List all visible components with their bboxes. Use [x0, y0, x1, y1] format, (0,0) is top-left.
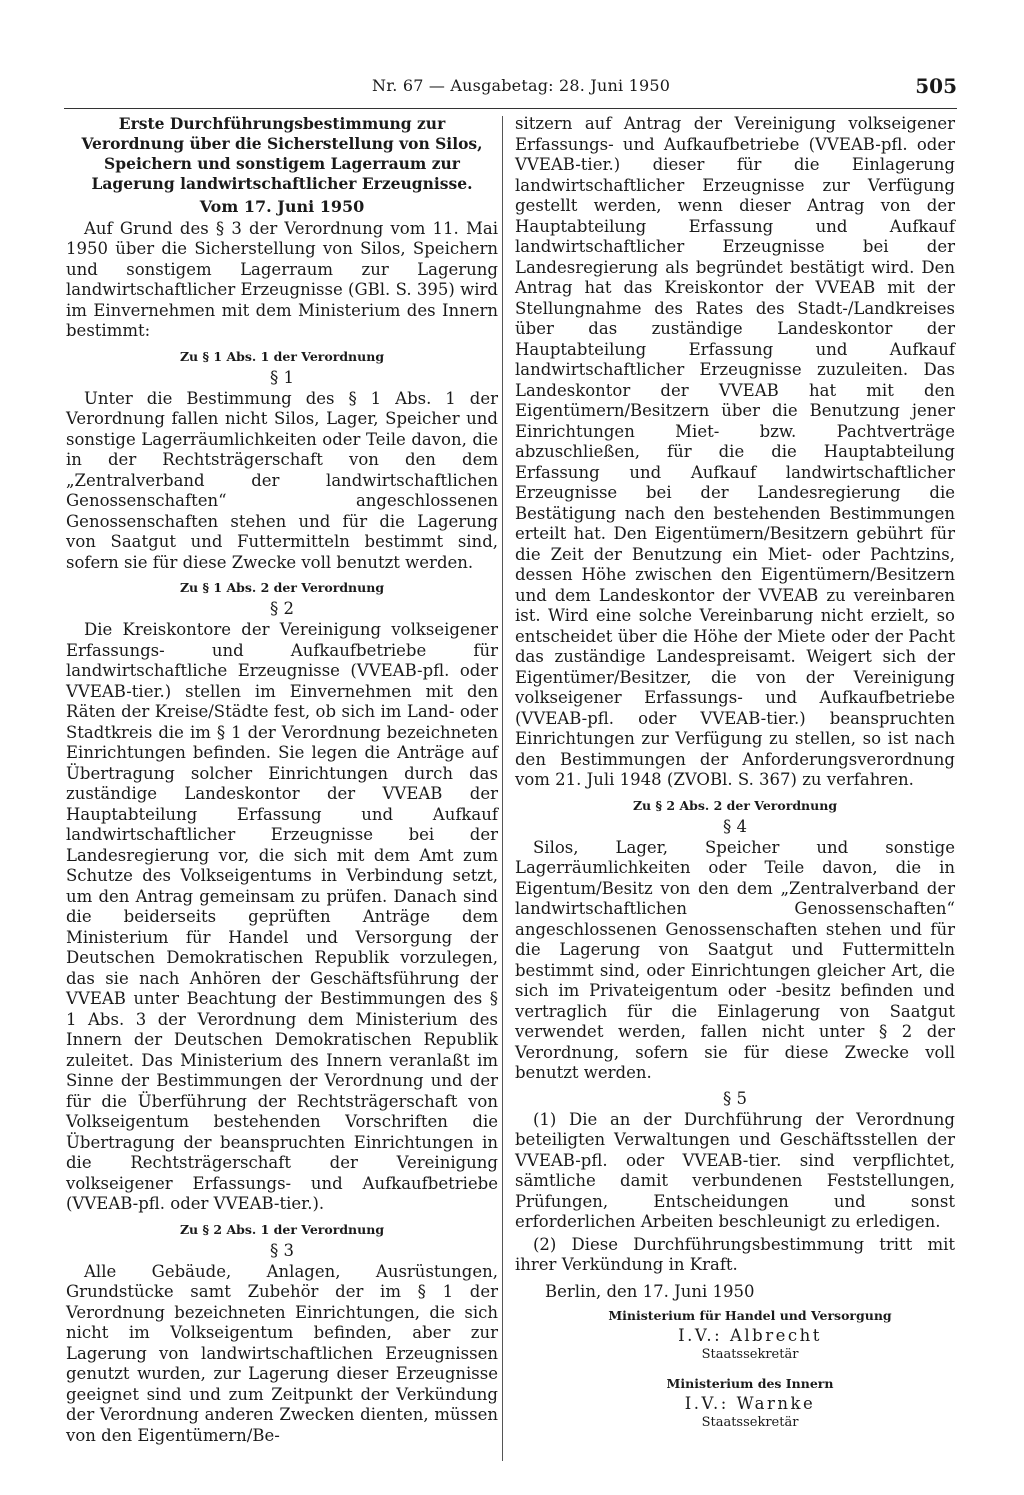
section-heading-2: Zu § 1 Abs. 2 der Verordnung	[179, 580, 385, 595]
document-date: Vom 17. Juni 1950	[199, 197, 365, 216]
paragraph-1-text: Unter die Bestimmung des § 1 Abs. 1 der Verordnung fallen nicht Silos, Lager, Speicher und sonstige Lagerräumlichkeiten oder Teile davon, die in der Rechtsträgerschaft von den dem „Zentralverband der landwirtschaftlichen Genossenschaften“ angeschlossenen Genossenschaften stehen und für die Lagerung von Saatgut und Futtermitteln bestimmt sind, sofern sie für diese Zwecke voll benutzt werden.	[66, 388, 498, 572]
signature-2-ministry: Ministerium des Innern	[666, 1376, 834, 1391]
page-header	[372, 74, 957, 100]
signature-2-role: Staatssekretär	[701, 1415, 799, 1430]
paragraph-3-text: Alle Gebäude, Anlagen, Ausrüstungen, Grundstücke samt Zubehör der im § 1 der Verordnung bezeichneten Einrichtungen, die sich nicht im Volkseigentum befinden, aber zur Lagerung von landwirtschaftlichen Erzeugnissen genutzt wurden, zur Lagerung dieser Erzeugnisse geeignet sind und zum Zeitpunkt der Verkündung der Verordnung anderen Zwecken dienten, müssen von den Eigentümern/Be-	[66, 1261, 498, 1445]
right-column	[515, 114, 955, 1432]
paragraph-number-4: § 4	[723, 816, 747, 836]
place-and-date: Berlin, den 17. Juni 1950	[545, 1281, 755, 1301]
document-title: Erste Durchführungsbestimmung zur Verordnung über die Sicherstellung von Silos, Speichern und sonstigem Lagerraum zur Lagerung landwirtschaftlicher Erzeugnisse.	[81, 114, 483, 193]
paragraph-number-1: § 1	[270, 367, 294, 387]
paragraph-2-text: Die Kreiskontore der Vereinigung volkseigener Erfassungs- und Aufkaufbetriebe für landwirtschaftliche Erzeugnisse (VVEAB-pfl. oder VVEAB-tier.) stellen im Einvernehmen mit den Räten der Kreise/Städte fest, ob sich im Land- oder Stadtkreis die im § 1 der Verordnung bezeichneten Einrichtungen befinden. Sie legen die Anträge auf Übertragung solcher Einrichtungen durch das zuständige Landeskontor der VVEAB der Hauptabteilung Erfassung und Aufkauf landwirtschaftlicher Erzeugnisse bei der Landesregierung vor, die sich mit dem Amt zum Schutze des Volkseigentums in Verbindung setzt, um den Antrag gemeinsam zu prüfen. Danach sind die beiderseits geprüften Anträge dem Ministerium für Handel und Versorgung der Deutschen Demokratischen Republik vorzulegen, das sie nach Anhören der Geschäftsführung der VVEAB unter Beachtung der Bestimmungen des § 1 Abs. 3 der Verordnung dem Ministerium des Innern der Deutschen Demokratischen Republik zuleitet. Das Ministerium des Innern veranlaßt im Sinne der Bestimmungen der Verordnung und der für die Überführung der Rechtsträgerschaft von Volkseigentum bestehenden Vorschriften die Übertragung der beanspruchten Einrichtungen in die Rechtsträgerschaft der Vereinigung volkseigener Erfassungs- und Aufkaufbetriebe (VVEAB-pfl. oder VVEAB-tier.).	[66, 620, 498, 1213]
paragraph-number-3: § 3	[270, 1240, 294, 1260]
paragraph-5-text-2: (2) Diese Durchführungsbestimmung tritt mit ihrer Verkündung in Kraft.	[515, 1234, 955, 1274]
paragraph-number-2: § 2	[270, 599, 294, 618]
column-divider	[502, 116, 503, 1461]
paragraph-4-text: Silos, Lager, Speicher und sonstige Lagerräumlichkeiten oder Teile davon, die in Eigentum/Besitz von den dem „Zentralverband der landwirtschaftlichen Genossenschaften“ angeschlossenen Genossenschaften stehen und für die Lagerung von Saatgut und Futtermitteln bestimmt sind, oder Einrichtungen gleicher Art, die sich im Privateigentum oder -besitz befinden und vertraglich für die Einlagerung von Saatgut verwendet werden, fallen nicht unter § 2 der Verordnung, sofern sie für diese Zwecke voll benutzt werden.	[515, 837, 955, 1082]
signature-1-ministry: Ministerium für Handel und Versorgung	[608, 1308, 892, 1323]
page-number: 505	[915, 74, 957, 98]
intro-paragraph: Auf Grund des § 3 der Verordnung vom 11. Mai 1950 über die Sicherstellung von Silos, Speichern und sonstigem Lagerraum zur Lagerung landwirtschaftlicher Erzeugnisse (GBl. S. 395) wird im Einvernehmen mit dem Ministerium des Innern bestimmt:	[66, 218, 498, 340]
paragraph-3-continued: sitzern auf Antrag der Vereinigung volkseigener Erfassungs- und Aufkaufbetriebe (VVEAB-pfl. oder VVEAB-tier.) dieser für die Einlagerung landwirtschaftlicher Erzeugnisse zur Verfügung gestellt werden, wenn dieser Antrag von der Hauptabteilung Erfassung und Aufkauf landwirtschaftlicher Erzeugnisse bei der Landesregierung als begründet bestätigt wird. Den Antrag hat das Kreiskontor der VVEAB mit der Stellungnahme des Rates des Stadt-/Landkreises über das zuständige Landeskontor der Hauptabteilung Erfassung und Aufkauf landwirtschaftlicher Erzeugnisse zuzuleiten. Das Landeskontor der VVEAB hat mit den Eigentümern/Besitzern über die Benutzung jener Einrichtungen Miet- bzw. Pachtverträge abzuschließen, für die die Hauptabteilung Erfassung und Aufkauf landwirtschaftlicher Erzeugnisse bei der Landesregierung die Bestätigung nach den bestehenden Bestimmungen erteilt hat. Den Eigentümern/Besitzern gebührt für die Zeit der Benutzung ein Miet- oder Pachtzins, dessen Höhe zwischen den Eigentümern/Besitzern und dem Landeskontor der VVEAB zu vereinbaren ist. Wird eine solche Vereinbarung nicht erzielt, so entscheidet über die Höhe der Miete oder der Pacht das zuständige Landespreisamt. Weigert sich der Eigentümer/Besitzer, die von der Vereinigung volkseigener Erfassungs- und Aufkaufbetriebe (VVEAB-pfl. oder VVEAB-tier.) beanspruchten Einrichtungen zur Verfügung zu stellen, so ist nach den Bestimmungen der Anforderungsverordnung vom 21. Juli 1948 (ZVOBl. S. 367) zu verfahren.	[515, 114, 955, 789]
section-heading-3: Zu § 2 Abs. 1 der Verordnung	[179, 1221, 385, 1237]
issue-line: Nr. 67 — Ausgabetag: 28. Juni 1950	[372, 76, 671, 95]
signature-2-name: I.V.: Warnke	[684, 1394, 816, 1413]
section-heading-1: Zu § 1 Abs. 1 der Verordnung	[179, 348, 385, 364]
signature-1-name: I.V.: Albrecht	[678, 1326, 822, 1345]
signature-1-role: Staatssekretär	[701, 1347, 799, 1362]
left-column	[66, 114, 498, 1446]
paragraph-5-text-1: (1) Die an der Durchführung der Verordnung beteiligten Verwaltungen und Geschäftsstellen der VVEAB-pfl. oder VVEAB-tier. sind verpflichtet, sämtliche damit verbundenen Feststellungen, Prüfungen, Entscheidungen und sonst erforderlichen Arbeiten beschleunigt zu erledigen.	[515, 1109, 955, 1231]
header-rule	[64, 108, 957, 109]
section-heading-4: Zu § 2 Abs. 2 der Verordnung	[632, 797, 838, 813]
paragraph-number-5: § 5	[723, 1088, 747, 1108]
